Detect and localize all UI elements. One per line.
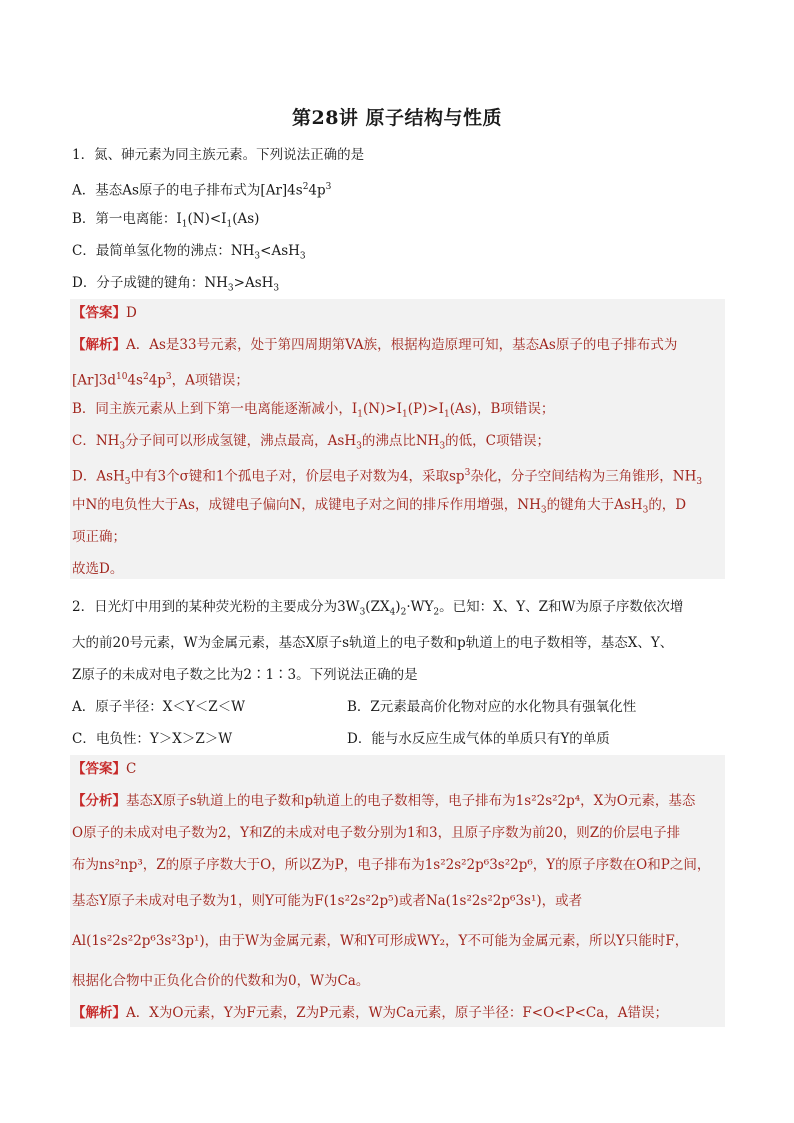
q2-fenxi-line1: 【分析】基态X原子s轨道上的电子数和p轨道上的电子数相等，电子排布为1s²2s²2p⁴，X为O元素，基态 bbox=[72, 793, 696, 809]
q2-stem-line2: 大的前20号元素，W为金属元素，基态X原子s轨道上的电子数和p轨道上的电子数相等，基态X、Y、 bbox=[72, 635, 674, 651]
q2-fenxi-line4: 基态Y原子未成对电子数为1，则Y可能为F(1s²2s²2p⁵)或者Na(1s²2s²2p⁶3s¹)，或者 bbox=[72, 893, 583, 909]
q2-fenxi-line2: O原子的未成对电子数为2，Y和Z的未成对电子数分别为1和3，且原子序数为前20，则Z的价层电子排 bbox=[72, 825, 681, 841]
q2-fenxi-line5: Al(1s²2s²2p⁶3s²3p¹)，由于W为金属元素，W和Y可形成WY₂，Y不可能为金属元素，所以Y只能时F， bbox=[72, 933, 689, 949]
q2-stem-line3: Z原子的未成对电子数之比为2∶1∶3。下列说法正确的是 bbox=[72, 667, 418, 683]
q1-analysis-d3: 项正确； bbox=[72, 529, 126, 545]
q2-answer: 【答案】C bbox=[72, 761, 137, 777]
q2-option-b: B．Z元素最高价化物对应的水化物具有强氧化性 bbox=[347, 699, 637, 715]
q2-option-d: D．能与水反应生成气体的单质只有Y的单质 bbox=[347, 731, 610, 747]
q2-analysis-a: 【解析】A．X为O元素，Y为F元素，Z为P元素，W为Ca元素，原子半径：F<O<P<Ca，A错误； bbox=[72, 1005, 669, 1021]
q1-analysis-b: B．同主族元素从上到下第一电离能逐渐减小，$I_1(N)>I_1(P)>I_1(As)$，B项错误； bbox=[72, 401, 555, 420]
q1-analysis-c: C．$NH_3$分子间可以形成氢键，沸点最高，AsH$_3$的沸点比$NH_3$的低，C项错误； bbox=[72, 433, 551, 452]
q2-option-a: A．原子半径：X＜Y＜Z＜W bbox=[72, 699, 246, 715]
q2-fenxi-line3: 布为ns²np³，Z的原子序数大于O，所以Z为P，电子排布为1s²2s²2p⁶3s²2p⁶，Y的原子序数在O和P之间， bbox=[72, 857, 711, 873]
q2-option-c: C．电负性：Y＞X＞Z＞W bbox=[72, 731, 233, 747]
q1-option-b: B．第一电离能：$I_1(N)<I_1(As)$ bbox=[72, 211, 260, 230]
q1-option-a: A．基态As原子的电子排布式为$[Ar]4s^24p^3$ bbox=[72, 182, 332, 199]
q1-analysis-a2: $[Ar]3d^{10}4s^24p^3$，A项错误； bbox=[72, 372, 249, 389]
page-title: 第28讲 原子结构与性质 bbox=[291, 107, 503, 129]
q1-conclusion: 故选D。 bbox=[72, 561, 124, 577]
q1-analysis-d2: 中N的电负性大于As，成键电子偏向N，成键电子对之间的排斥作用增强，$NH_3$的键角大于AsH$_3$的，D bbox=[72, 497, 687, 516]
q1-stem: 1．氮、砷元素为同主族元素。下列说法正确的是 bbox=[72, 147, 365, 163]
q1-analysis-d1: D．AsH$_3$中有3个σ键和1个孤电子对，价层电子对数为4，采取$sp^3$杂化，分子空间结构为三角锥形，$NH_3$ bbox=[72, 468, 703, 488]
q2-stem-line1: 2．日光灯中用到的某种荧光粉的主要成分为$3W_3(ZX_4)_2\cdot WY_2$。已知：X、Y、Z和W为原子序数依次增 bbox=[72, 599, 684, 618]
q1-answer: 【答案】D bbox=[72, 305, 137, 321]
q2-fenxi-line6: 根据化合物中正负化合价的代数和为0，W为Ca。 bbox=[72, 973, 370, 989]
q1-analysis-a1: 【解析】A．As是33号元素，处于第四周期第VA族，根据构造原理可知，基态As原子的电子排布式为 bbox=[72, 337, 678, 353]
q1-option-c: C．最简单氢化物的沸点：$NH_3<AsH_3$ bbox=[72, 243, 306, 262]
q1-option-d: D．分子成键的键角：$NH_3>AsH_3$ bbox=[72, 275, 280, 294]
